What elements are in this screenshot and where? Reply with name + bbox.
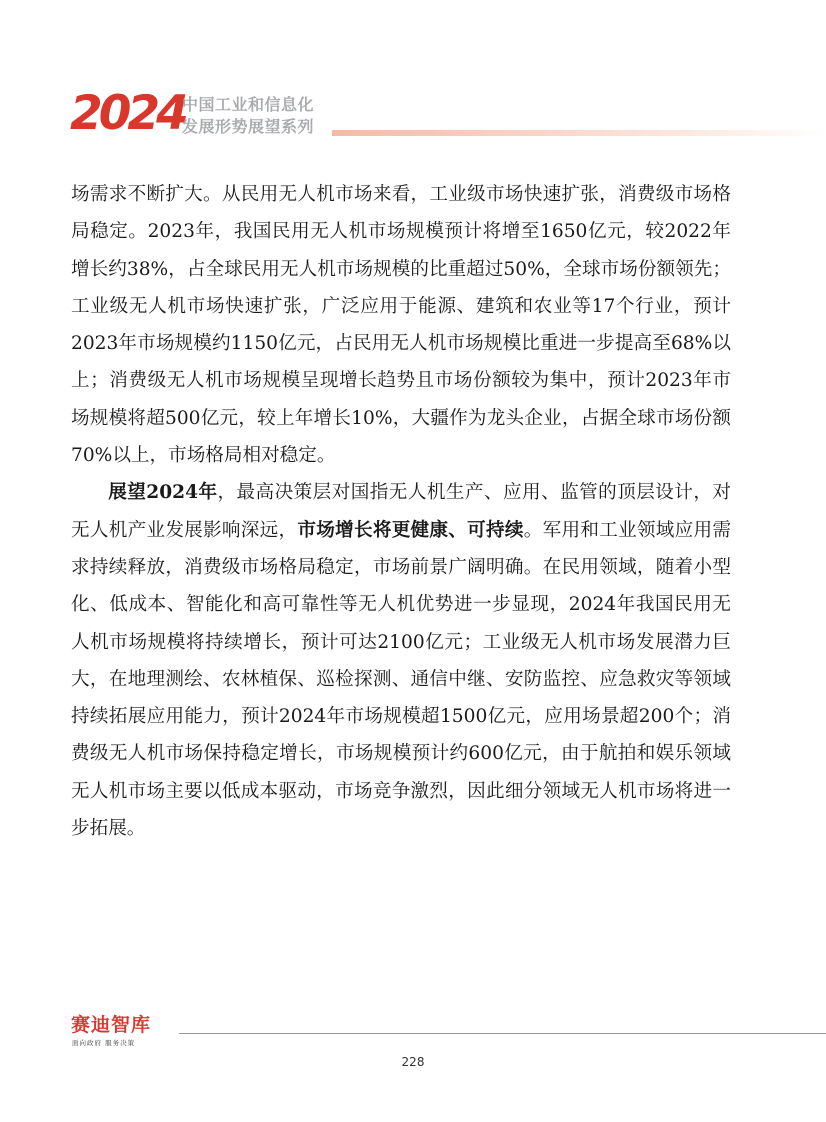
series-title-line2: 发展形势展望系列 — [182, 117, 315, 136]
paragraph-2-lead: 展望2024年 — [108, 482, 218, 504]
paragraph-2 — [71, 474, 731, 847]
page-header — [70, 86, 826, 142]
body-text — [71, 176, 731, 847]
paragraph-2-text-b: 。军用和工业领域应用需求持续释放，消费级市场格局稳定，市场前景广阔明确。在民用领域，随着小型化、低成本、智能化和高可靠性等无人机优势进一步显现，2024年我国民用无人机市场规模将持续增长，预计可达2100亿元；工业级无人机市场发展潜力巨大，在地理测绘、农林植保、巡检探测、通信中继、安防监控、应急救灾等领域持续拓展应用能力，预计2024年市场规模超1500亿元，应用场景超200个；消费级无人机市场保持稳定增长，市场规模预计约600亿元，由于航拍和娱乐领域无人机市场主要以低成本驱动，市场竞争激烈，因此细分领域无人机市场将进一步拓展。 — [71, 519, 731, 840]
paragraph-1: 场需求不断扩大。从民用无人机市场来看，工业级市场快速扩张，消费级市场格局稳定。2023年，我国民用无人机市场规模预计将增至1650亿元，较2022年增长约38%，占全球民用无人机市场规模的比重超过50%，全球市场份额领先；工业级无人机市场快速扩张，广泛应用于能源、建筑和农业等17个行业，预计2023年市场规模约1150亿元，占民用无人机市场规模比重进一步提高至68%以上；消费级无人机市场规模呈现增长趋势且市场份额较为集中，预计2023年市场规模将超500亿元，较上年增长10%，大疆作为龙头企业，占据全球市场份额70%以上，市场格局相对稳定。 — [71, 184, 731, 467]
header-gradient-bar — [332, 130, 826, 136]
page-footer — [71, 1014, 826, 1054]
series-title-line1: 中国工业和信息化 — [182, 95, 315, 114]
paragraph-2-emphasis: 市场增长将更健康、可持续 — [297, 519, 524, 541]
year-logo: 2024 — [70, 86, 185, 141]
brand-slogan: 面向政府 服务决策 — [72, 1039, 136, 1047]
footer-divider — [179, 1033, 826, 1034]
paragraph-2-text-a: ，最高决策层对国指无人机生产、应用、监管的顶层设计，对无人机产业发展影响深远， — [71, 482, 731, 541]
series-title — [182, 94, 314, 138]
page-number: 228 — [401, 1055, 425, 1069]
brand-logo: 赛迪智库 — [71, 1014, 152, 1036]
